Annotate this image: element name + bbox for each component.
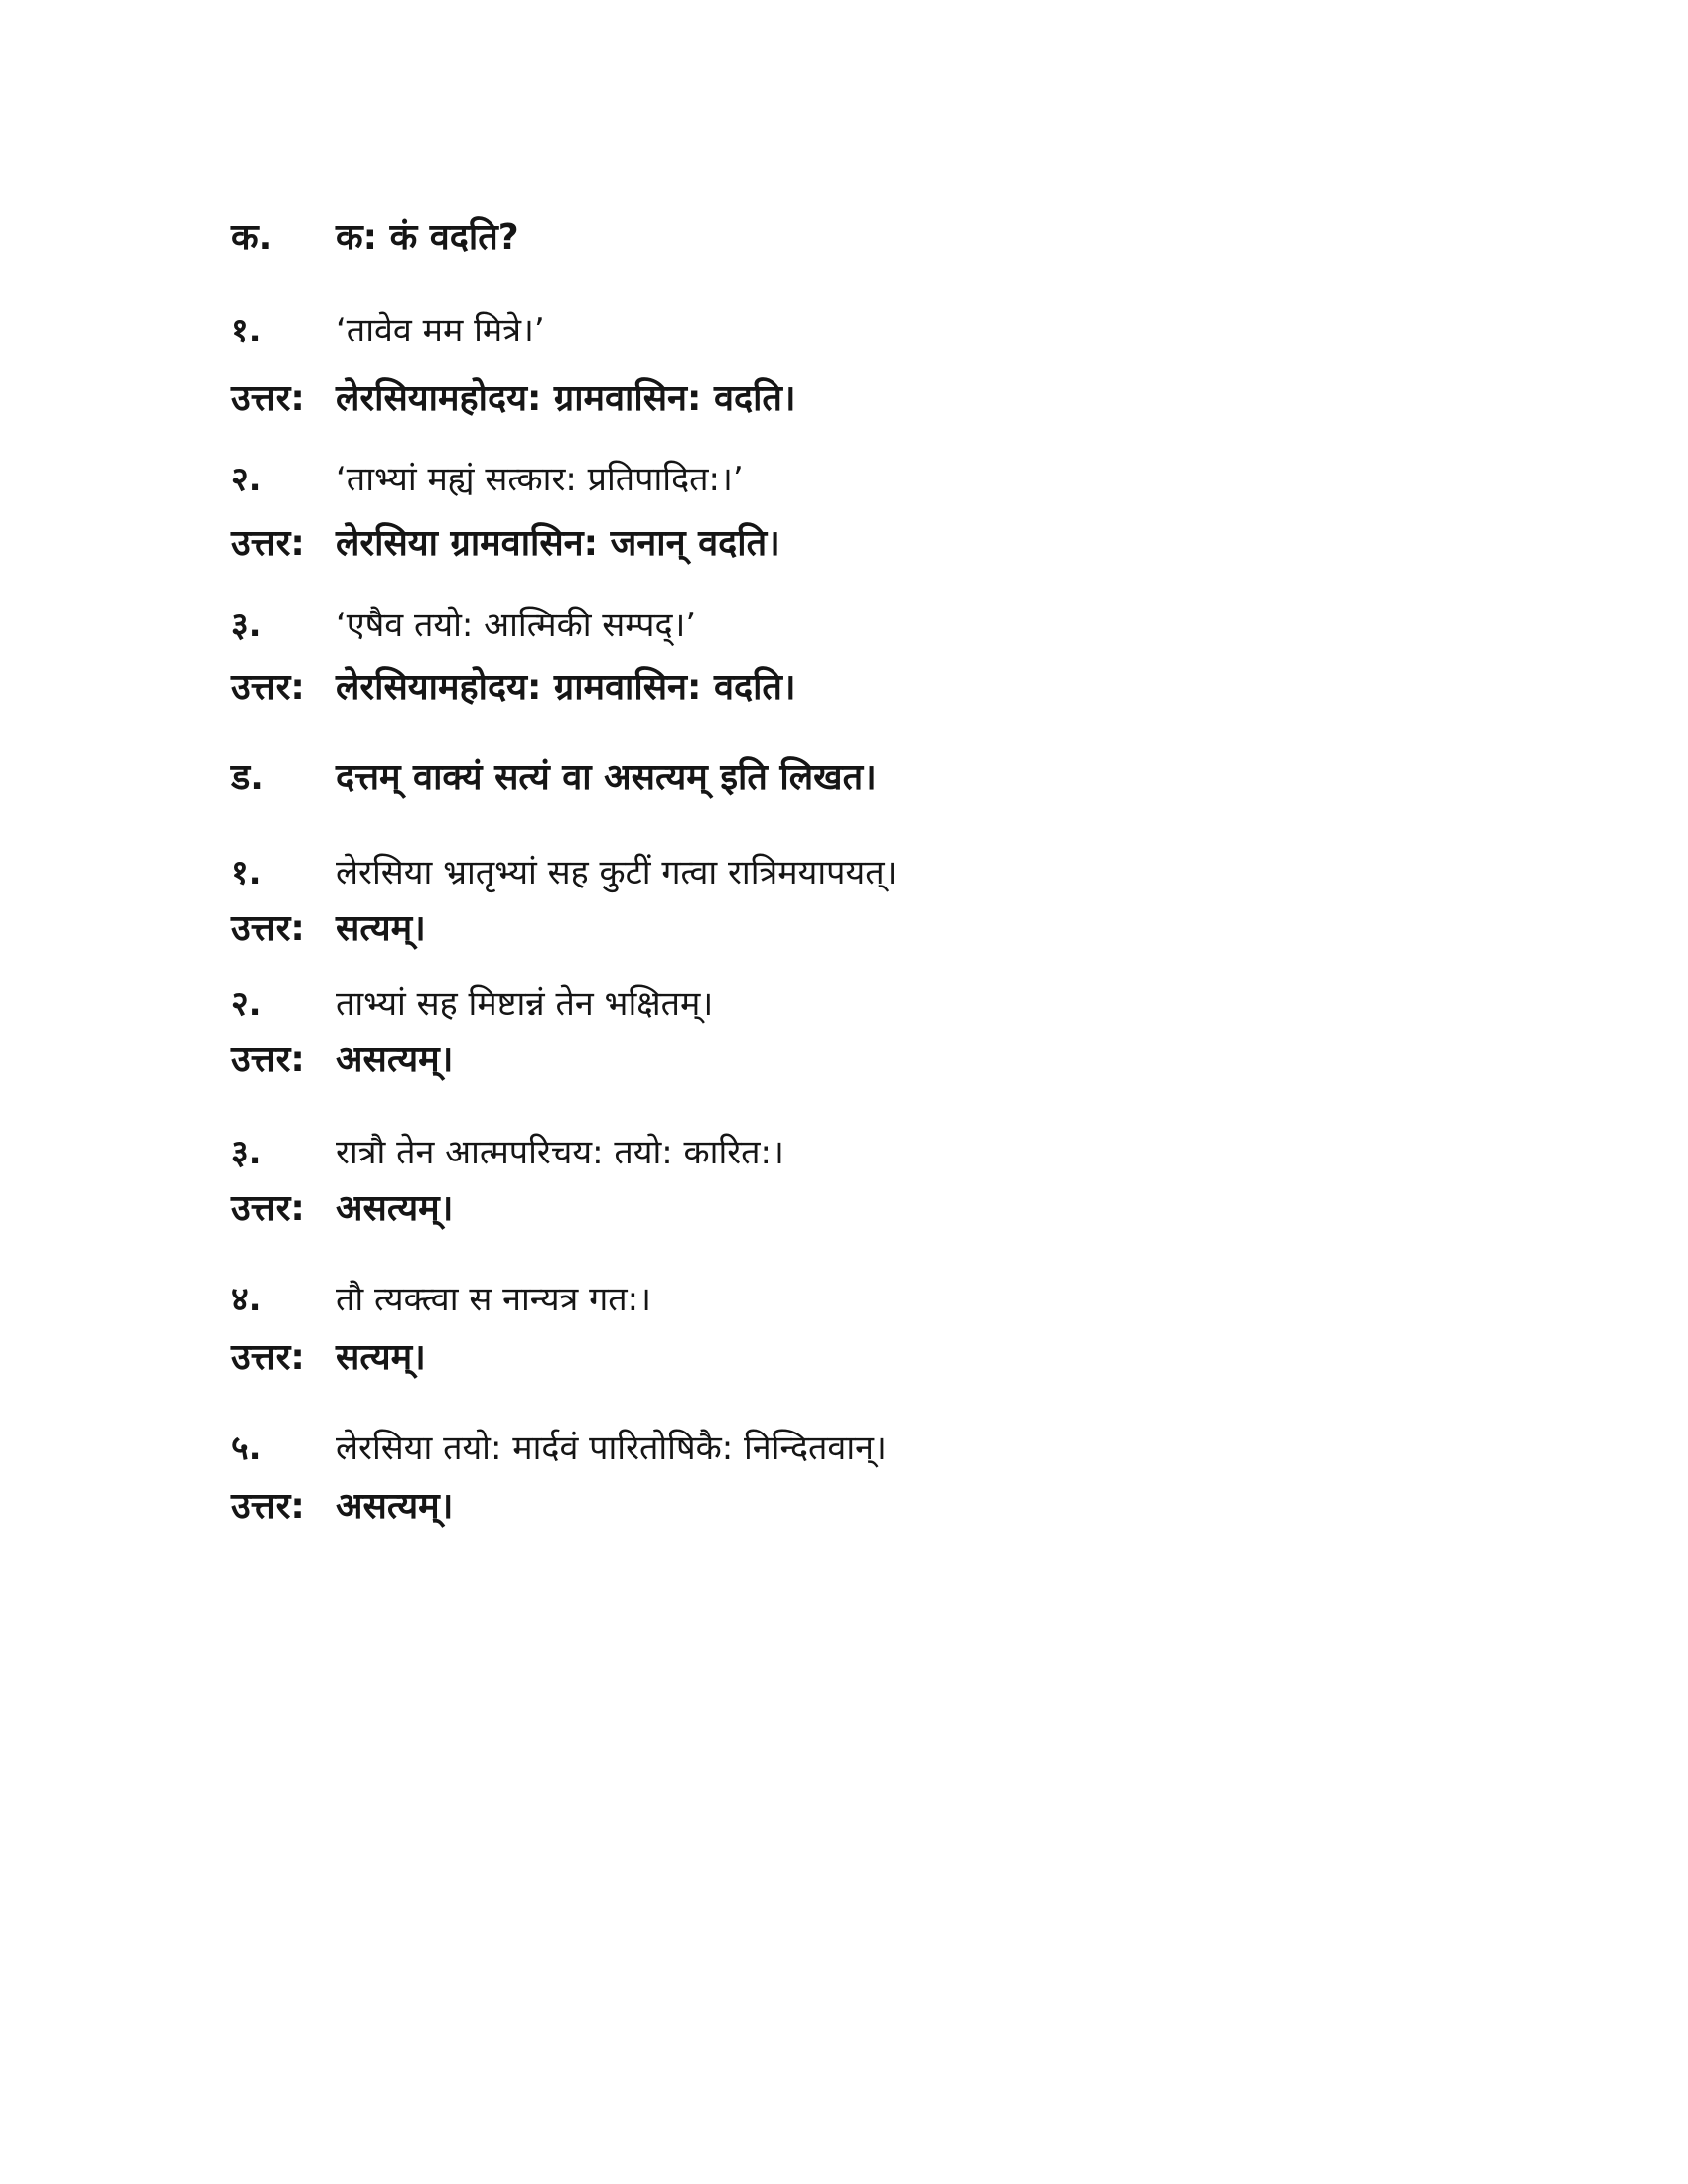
question-number: ४. — [231, 1280, 262, 1319]
answer-text: सत्यम्। — [336, 908, 426, 949]
answer-row — [231, 523, 780, 564]
question-row — [231, 853, 898, 892]
answer-text: लेरसियामहोदय: ग्रामवासिन: वदति। — [336, 667, 796, 708]
question-text: रात्रौ तेन आत्मपरिचय: तयो: कारित:। — [336, 1133, 784, 1172]
question-number: २. — [231, 984, 262, 1024]
answer-label: उत्तर: — [231, 378, 305, 419]
question-number: ३. — [231, 606, 262, 645]
answer-text: असत्यम्। — [336, 1486, 454, 1527]
answer-text: लेरसियामहोदय: ग्रामवासिन: वदति। — [336, 378, 796, 419]
answer-text: सत्यम्। — [336, 1337, 426, 1378]
question-number: १. — [231, 311, 262, 350]
question-number: २. — [231, 460, 262, 499]
answer-label: उत्तर: — [231, 908, 305, 949]
question-text: ‘एषैव तयो: आत्मिकी सम्पद्।’ — [336, 606, 697, 645]
question-number: ३. — [231, 1133, 262, 1172]
answer-label: उत्तर: — [231, 523, 305, 564]
question-text: लेरसिया तयो: मार्दवं पारितोषिकै: निन्दितवान्। — [336, 1429, 887, 1468]
answer-row — [231, 378, 796, 419]
answer-label: उत्तर: — [231, 667, 305, 708]
answer-row — [231, 1337, 426, 1378]
question-text: लेरसिया भ्रातृभ्यां सह कुटीं गत्वा रात्रिमयापयत्। — [336, 853, 898, 892]
section-da-heading — [231, 757, 877, 798]
section-title: दत्तम् वाक्यं सत्यं वा असत्यम् इति लिखत। — [336, 757, 877, 798]
question-row — [231, 1133, 784, 1172]
answer-row — [231, 1486, 454, 1527]
answer-row — [231, 908, 426, 949]
question-text: तौ त्यक्त्वा स नान्यत्र गत:। — [336, 1280, 651, 1319]
section-marker: ड. — [231, 757, 264, 798]
question-text: ‘ताभ्यां मह्यं सत्कार: प्रतिपादित:।’ — [336, 460, 744, 499]
answer-label: उत्तर: — [231, 1188, 305, 1229]
section-marker: क. — [231, 217, 273, 258]
question-row — [231, 311, 545, 350]
answer-text: असत्यम्। — [336, 1188, 454, 1229]
section-title: क: कं वदति? — [336, 217, 519, 258]
answer-row — [231, 1039, 454, 1080]
answer-label: उत्तर: — [231, 1337, 305, 1378]
section-ka-heading — [231, 217, 519, 258]
answer-text: असत्यम्। — [336, 1039, 454, 1080]
question-number: १. — [231, 853, 262, 892]
question-row — [231, 460, 744, 499]
answer-row — [231, 1188, 454, 1229]
answer-label: उत्तर: — [231, 1486, 305, 1527]
question-row — [231, 1429, 887, 1468]
answer-row — [231, 667, 796, 708]
question-row — [231, 606, 697, 645]
question-text: ‘तावेव मम मित्रे।’ — [336, 311, 545, 350]
answer-label: उत्तर: — [231, 1039, 305, 1080]
question-row — [231, 984, 714, 1024]
question-row — [231, 1280, 651, 1319]
question-number: ५. — [231, 1429, 262, 1468]
answer-text: लेरसिया ग्रामवासिन: जनान् वदति। — [336, 523, 780, 564]
question-text: ताभ्यां सह मिष्टान्नं तेन भक्षितम्। — [336, 984, 714, 1024]
